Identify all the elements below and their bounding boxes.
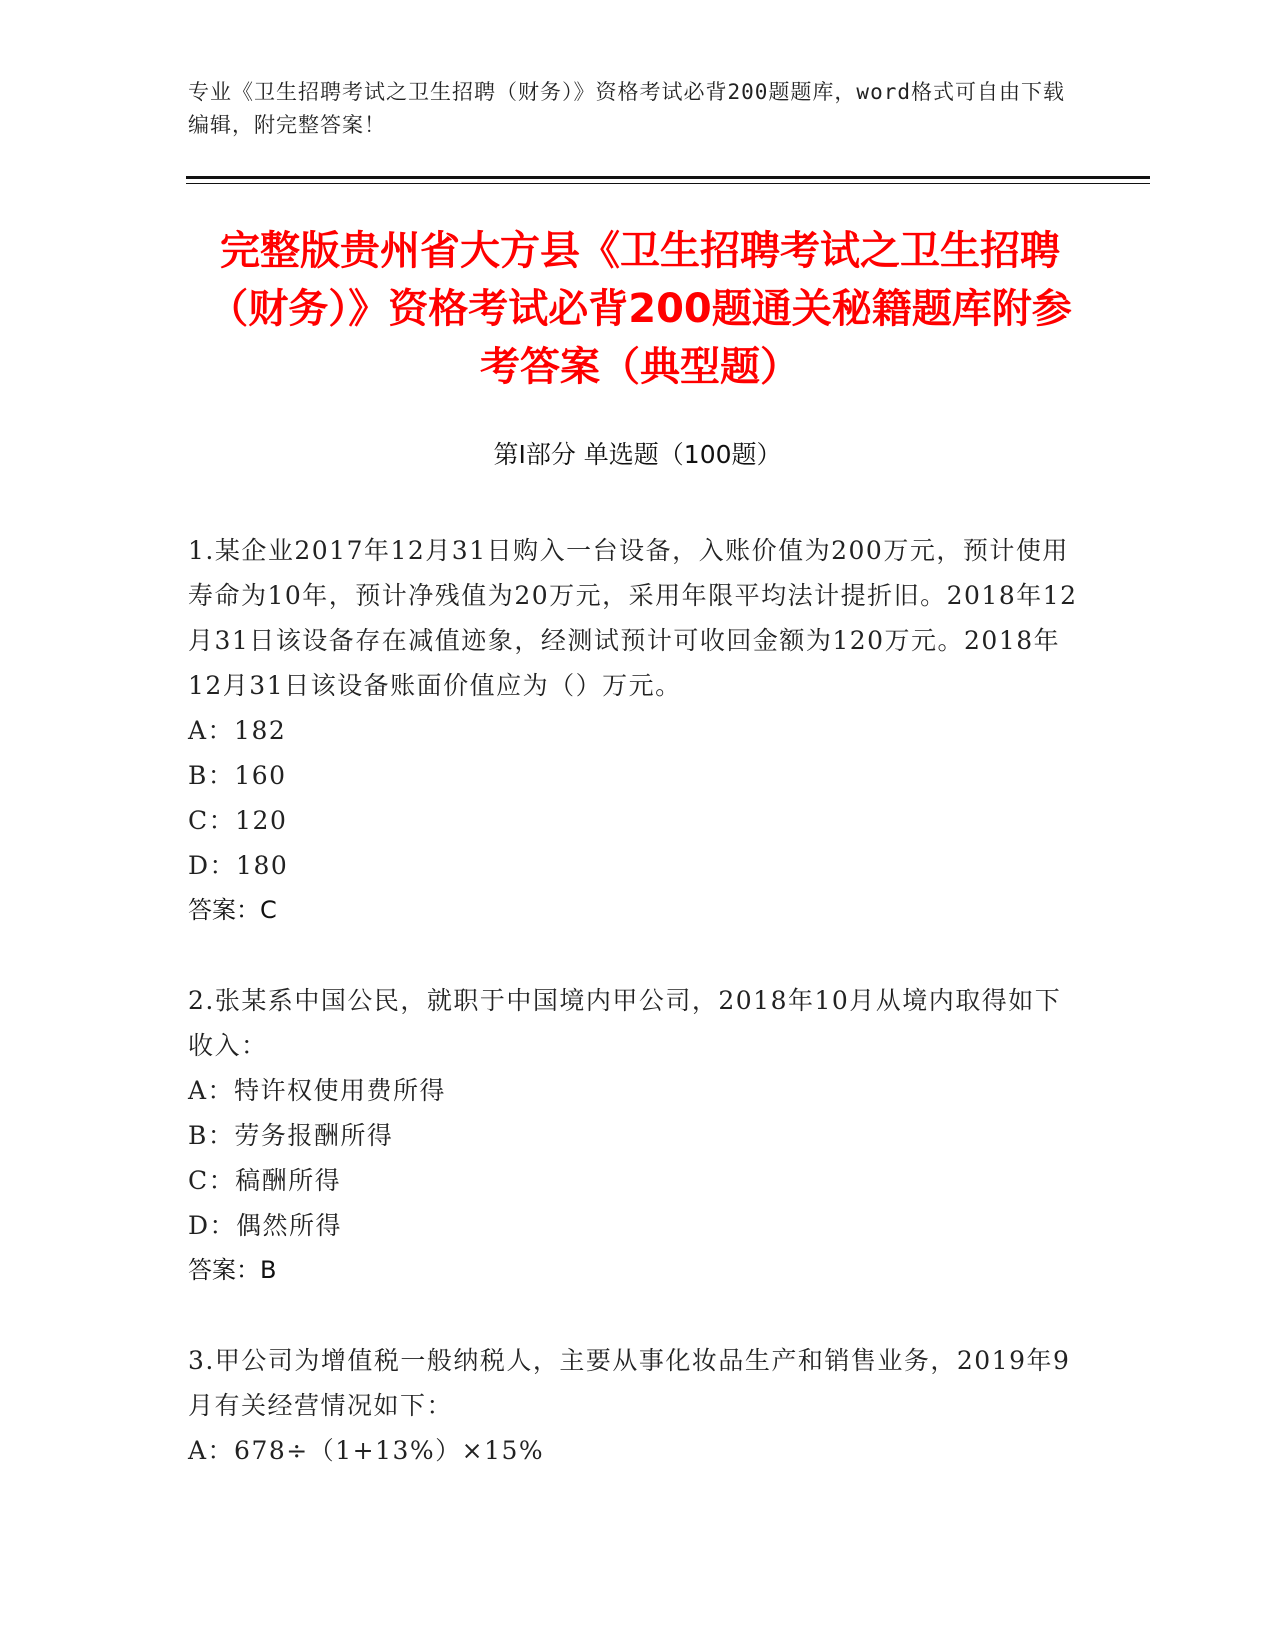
question-stem: 1.某企业2017年12月31日购入一台设备，入账价值为200万元，预计使用寿命为10年，预计净残值为20万元，采用年限平均法计提折旧。2018年12月31日该设备存在减值迹象，经测试预计可收回金额为120万元。2018年12月31日该设备账面价值应为（）万元。 (188, 536, 1078, 700)
question-list (188, 528, 1078, 1473)
header-rule-thin (186, 183, 1150, 184)
option-c: C：稿酬所得 (188, 1166, 342, 1195)
option-a: A：182 (188, 716, 287, 745)
option-b: B：160 (188, 761, 287, 790)
question-2 (188, 978, 1078, 1293)
question-stem: 3.甲公司为增值税一般纳税人，主要从事化妆品生产和销售业务，2019年9月有关经营情况如下： (188, 1346, 1071, 1420)
question-3 (188, 1338, 1078, 1473)
option-a: A：678÷（1+13%）×15% (188, 1436, 545, 1465)
header-rule-thick (186, 176, 1150, 179)
answer-label: 答案：C (188, 896, 277, 924)
document-title: 完整版贵州省大方县《卫生招聘考试之卫生招聘（财务）》资格考试必背200题通关秘籍题库附参考答案（典型题） (208, 228, 1072, 390)
option-b: B：劳务报酬所得 (188, 1121, 394, 1150)
question-1 (188, 528, 1078, 933)
question-stem: 2.张某系中国公民，就职于中国境内甲公司，2018年10月从境内取得如下收入： (188, 986, 1062, 1060)
option-d: D：180 (188, 851, 289, 880)
option-c: C：120 (188, 806, 288, 835)
section-title: 第Ⅰ部分 单选题（100题） (493, 440, 782, 469)
question-gap (188, 933, 1078, 978)
option-d: D：偶然所得 (188, 1211, 343, 1240)
header-note: 专业《卫生招聘考试之卫生招聘（财务）》资格考试必背200题题库，word格式可自由下载编辑，附完整答案！ (188, 80, 1065, 137)
question-gap (188, 1293, 1078, 1338)
option-a: A：特许权使用费所得 (188, 1076, 447, 1105)
answer-label: 答案：B (188, 1256, 277, 1284)
